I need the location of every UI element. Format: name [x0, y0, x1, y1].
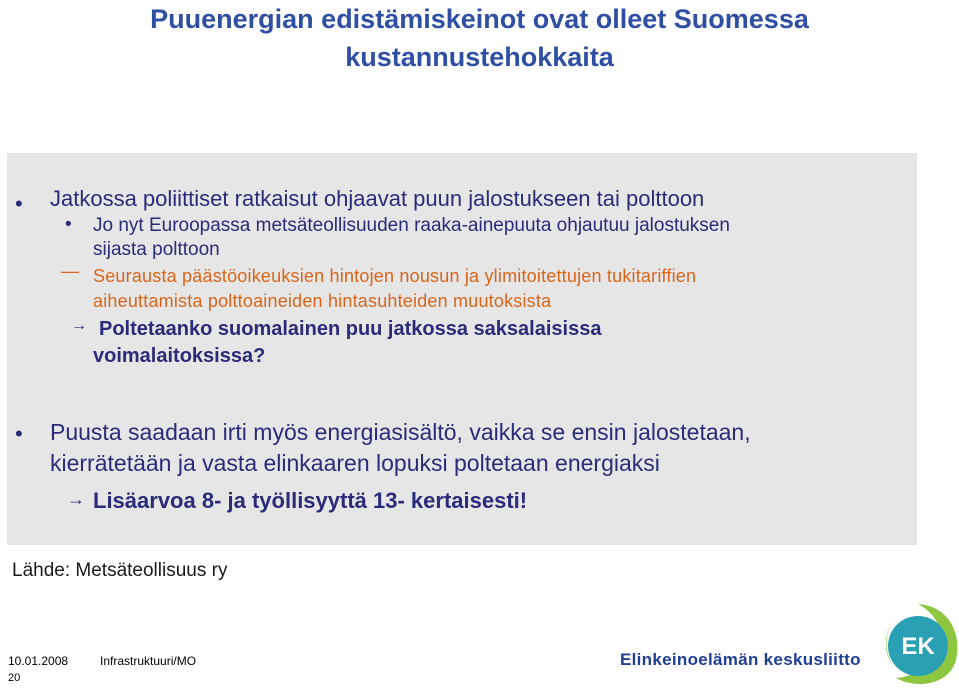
- bullet-dot: •: [15, 191, 23, 216]
- sub-bullet-text-line2: sijasta polttoon: [93, 239, 220, 260]
- highlight-text: Lisäarvoa 8- ja työllisyyttä 13- kertaisesti!: [93, 488, 528, 513]
- dash-marker: —: [61, 261, 79, 281]
- sub-bullet-dot: •: [65, 214, 72, 235]
- bullet-dot: •: [15, 421, 23, 446]
- slide-title: [0, 0, 959, 76]
- ek-logo: [878, 602, 959, 685]
- arrow-text-line2: voimalaitoksissa?: [93, 345, 266, 367]
- arrow-icon: →: [67, 489, 85, 509]
- slide-title-line1: Puuenergian edistämiskeinot ovat olleet Suomessa: [150, 4, 809, 34]
- footer-date: 10.01.2008: [8, 654, 69, 668]
- page-number: 20: [8, 672, 21, 684]
- dash-text-line1: Seurausta päästöoikeuksien hintojen nousun ja ylimitoitettujen tukitariffien: [93, 266, 697, 286]
- slide-title-line2: kustannustehokkaita: [345, 42, 614, 72]
- sub-bullet-text-line1: Jo nyt Euroopassa metsäteollisuuden raaka-ainepuuta ohjautuu jalostuksen: [93, 215, 730, 236]
- footer-department: Infrastruktuuri/MO: [100, 654, 197, 668]
- content-panel: [7, 153, 917, 545]
- organization-name: Elinkeinoelämän keskusliitto: [620, 650, 861, 669]
- source-note: Lähde: Metsäteollisuus ry: [12, 560, 228, 581]
- bullet-text-line2: kierrätetään ja vasta elinkaaren lopuksi poltetaan energiaksi: [50, 450, 660, 476]
- logo-mark-text: EK: [901, 633, 935, 660]
- bullet-text: Jatkossa poliittiset ratkaisut ohjaavat puun jalostukseen tai polttoon: [50, 186, 705, 211]
- dash-text-line2: aiheuttamista polttoaineiden hintasuhteiden muutoksista: [93, 291, 552, 311]
- bullet-text-line1: Puusta saadaan irti myös energiasisältö, vaikka se ensin jalostetaan,: [50, 419, 751, 445]
- arrow-text-line1: Poltetaanko suomalainen puu jatkossa saksalaisissa: [99, 318, 602, 340]
- arrow-icon: →: [71, 317, 87, 334]
